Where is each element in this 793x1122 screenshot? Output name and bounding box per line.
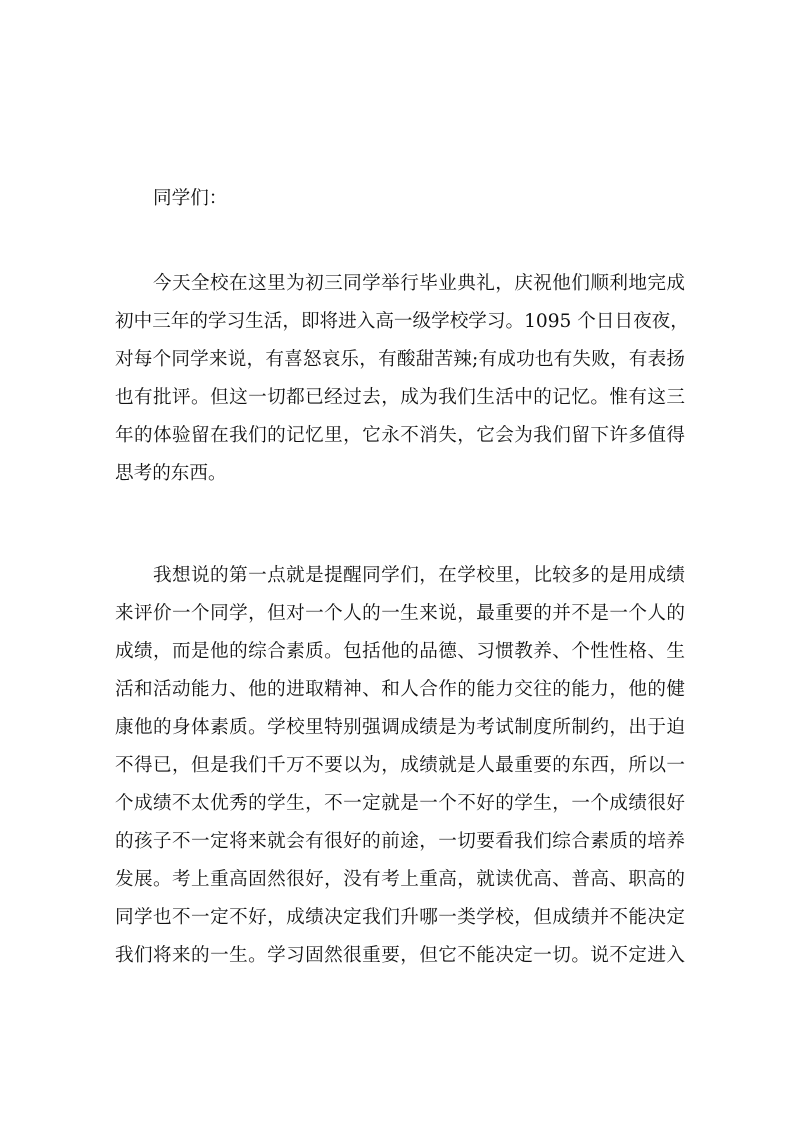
paragraph-2-line-5: 康他的身体素质。学校里特别强调成绩是为考试制度所制约，出于迫 [115,717,685,738]
paragraph-2-line-2: 来评价一个同学，但对一个人的一生来说，最重要的并不是一个人的 [115,603,685,624]
paragraph-1-line-3: 对每个同学来说，有喜怒哀乐，有酸甜苦辣;有成功也有失败，有表扬 [115,349,685,370]
paragraph-1-line-5: 年的体验留在我们的记忆里，它永不消失，它会为我们留下许多值得 [115,425,685,446]
paragraph-2-line-9: 发展。考上重高固然很好，没有考上重高，就读优高、普高、职高的 [115,869,685,890]
paragraph-2-line-10: 同学也不一定不好，成绩决定我们升哪一类学校，但成绩并不能决定 [115,907,685,928]
paragraph-1-line-2: 初中三年的学习生活，即将进入高一级学校学习。1095 个日日夜夜， [115,311,689,332]
paragraph-2-line-11: 我们将来的一生。学习固然很重要，但它不能决定一切。说不定进入 [115,945,685,966]
paragraph-2-line-4: 活和活动能力、他的进取精神、和人合作的能力交往的能力，他的健 [115,679,685,700]
paragraph-2-line-3: 成绩，而是他的综合素质。包括他的品德、习惯教养、个性性格、生 [115,641,685,662]
paragraph-1-line-1: 今天全校在这里为初三同学举行毕业典礼，庆祝他们顺利地完成 [153,273,685,294]
paragraph-2-line-8: 的孩子不一定将来就会有很好的前途，一切要看我们综合素质的培养 [115,831,685,852]
paragraph-1-line-4: 也有批评。但这一切都已经过去，成为我们生活中的记忆。惟有这三 [115,387,685,408]
paragraph-1-line-6: 思考的东西。 [115,463,227,484]
paragraph-2-line-6: 不得已，但是我们千万不要以为，成绩就是人最重要的东西，所以一 [115,755,685,776]
paragraph-2-line-7: 个成绩不太优秀的学生，不一定就是一个不好的学生，一个成绩很好 [115,793,685,814]
paragraph-2-line-1: 我想说的第一点就是提醒同学们，在学校里，比较多的是用成绩 [153,565,685,586]
salutation: 同学们： [153,188,228,209]
